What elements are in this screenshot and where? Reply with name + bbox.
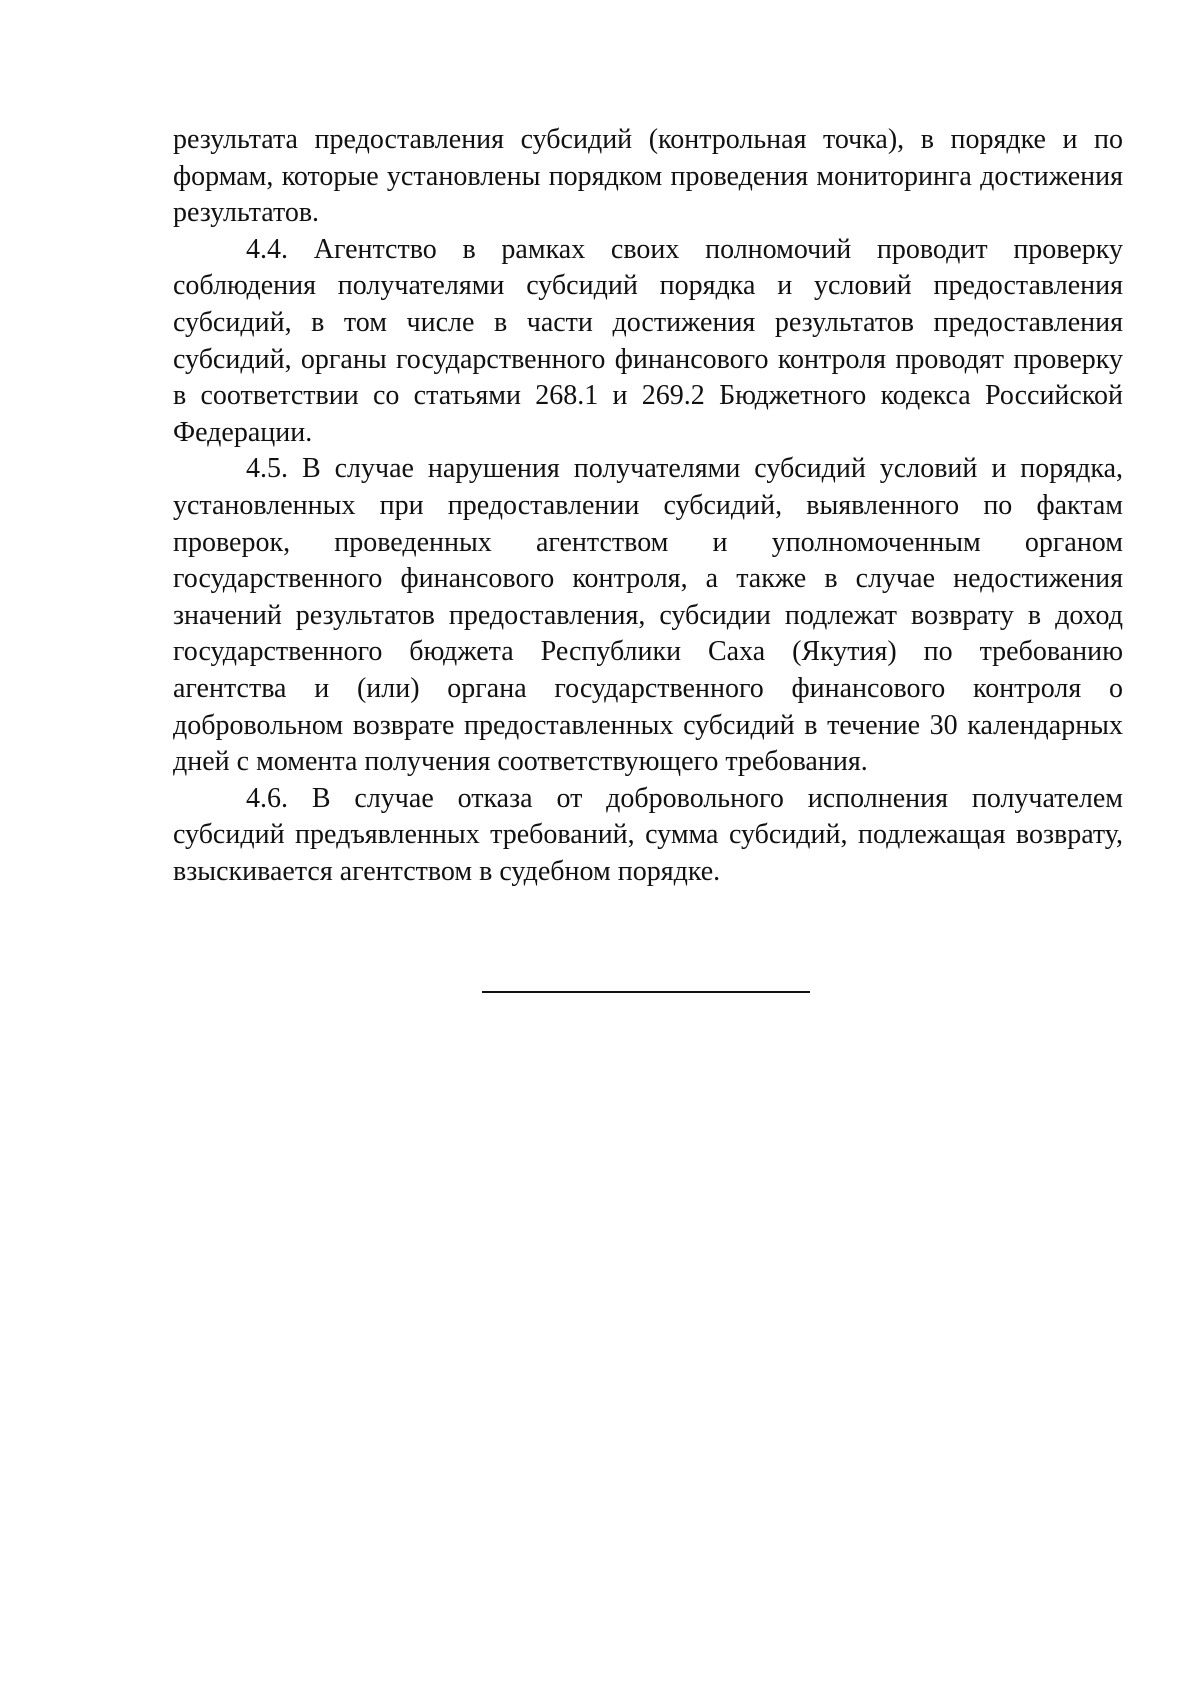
paragraph-continuation: результата предоставления субсидий (контрольная точка), в порядке и по формам, которые установлены порядком проведения мониторинга достижения результатов. — [173, 124, 1123, 229]
paragraph-4-4: 4.4. Агентство в рамках своих полномочий проводит проверку соблюдения получателями субсидий порядка и условий предоставления субсидий, в том числе в части достижения результатов предоставления субсидий, органы государственного финансового контроля проводят проверку в соответствии со статьями 268.1 и 269.2 Бюджетного кодекса Российской Федерации. — [173, 233, 1123, 448]
document-body — [173, 122, 1123, 890]
end-separator-line — [482, 991, 810, 993]
paragraph-4-5: 4.5. В случае нарушения получателями субсидий условий и порядка, установленных при предоставлении субсидий, выявленного по фактам проверок, проведенных агентством и уполномоченным органом государственного финансового контроля, а также в случае недостижения значений результатов предоставления, субсидии подлежат возврату в доход государственного бюджета Республики Саха (Якутия) по требованию агентства и (или) органа государственного финансового контроля о добровольном возврате предоставленных субсидий в течение 30 календарных дней с момента получения соответствующего требования. — [173, 453, 1123, 778]
paragraph-4-6: 4.6. В случае отказа от добровольного исполнения получателем субсидий предъявленных требований, сумма субсидий, подлежащая возврату, взыскивается агентством в судебном порядке. — [173, 782, 1123, 887]
